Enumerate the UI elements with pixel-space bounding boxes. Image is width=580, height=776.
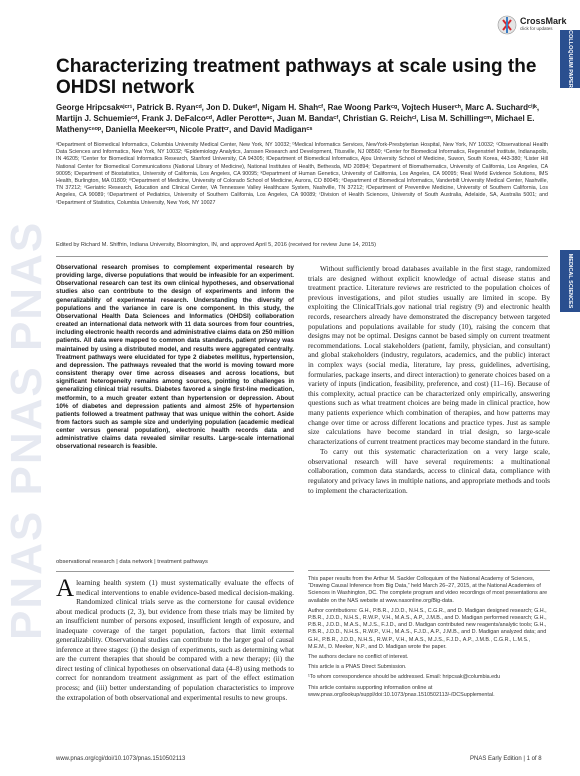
right-column-body [308,264,550,495]
intro-paragraph: learning health system (1) must systematically evaluate the effects of medical interventions to enable evidence-based medical decision-making. Randomized clinical trials serve as the cornerstone for causal evidence about medical products (2, 3), but evidence from these trials may be limited by an insufficient number of persons exposed, insufficient length of exposure, and inadequate coverage of the target population, factors that limit external generalizability. Observational studies can contribute to the larger goal of causal inference at three stages: (i) the design of experiments, such as determining what are the current therapies that should be compared with a new therapy; (ii) the direct testing of clinical hypotheses on observational data (4–8) using methods to correct for nonrandom treatment assignment as part of the effect estimation process; and (iii) better understanding of population characteristics to improve the extrapolation of both observational and experimental results to new groups. [56,578,294,702]
note-conflict: The authors declare no conflict of interest. [308,654,409,661]
keywords-divider [56,571,294,572]
edited-by-line: Edited by Richard M. Shiffrin, Indiana University, Bloomington, IN, and approved April 5, 2016 (received for review June 14, 2015) [56,242,377,248]
note-colloquium: This paper results from the Arthur M. Sackler Colloquium of the National Academy of Sciences, “Drawing Causal Inference from Big Data,” held March 26–27, 2015, at the National Academies of Sciences in Washington, DC. The complete program and video recordings of most presentations are available on the NAS website at www.nasonline.org/Big-data. [308,576,548,604]
body-paragraph-1: Without sufficiently broad databases available in the first stage, randomized trials are designed without explicit knowledge of actual disease status and treatment practice. Literature reviews are restricted to the population choices of previous investigations, and pilot studies usually are limited in scope. By exploiting the ClinicalTrials.gov national trial registry (9) and electronic health records, researchers already have demonstrated the discrepancy between targeted populations and populations available for study (10), raising the concern that designs may not be optimal. Designs cannot be based simply on current treatment recommendations. Local stakeholders (patient, family, physician, and consultant) and global stakeholders (industry, regulators, academics, and the public) interact in complex ways (social media, literature, lay press, guidelines, advertising, formularies, package inserts, and direct interaction) to generate choices based on a variety of inputs (indication, feasibility, preference, and cost) (11–16). Because of this complexity, actual practice can be characterized only empirically, answering questions such as what treatment choices are being made in clinical practice, how many patients experience which combination of therapies, and how patterns may change over time or across different locations and practice types. Just as sample size calculations have become standard in trial design, so large-scale characterizations of current treatment practices may become standard in the future. [308,264,550,446]
note-correspondence: ¹To whom correspondence should be addressed. Email: hripcsak@columbia.edu [308,674,501,681]
body-paragraph-2: To carry out this systematic characterization on a very large scale, observational research will have several requirements: a multinational collaboration, common data standards, access to clinical data, compliance with regulatory and privacy laws in multiple nations, and appropriate methods and tools to implement the characterization. [308,447,550,495]
introduction-text [56,575,294,702]
pnas-watermark: PNAS PNAS PNAS [2,220,51,640]
keywords: observational research | data network | treatment pathways [56,559,208,565]
colloquium-paper-tab: COLLOQUIUM PAPER [560,30,580,88]
note-supporting-info: This article contains supporting information online at www.pnas.org/lookup/suppl/doi:10.1073/pnas.1510502113/-/DCSupplemental. [308,684,495,698]
author-list: George Hripcsakᵃʲᶜʳ¹, Patrick B. Ryanᶜᵈ, Jon D. Dukeᵉᶠ, Nigam H. Shahᶜᶠ, Rae Woong Parkᶜᵍ, Vojtech Huserᶜʰ, Marc A. Suchardᶜⁱʲᵏ, Martijn J. Schuemieᶜᵈ, Frank J. DeFalcoᶜᵈ, Adler Perotteᵃᶜ, Juan M. Bandaᶜᶠ, Christian G. Reichᶜˡ, Lisa M. Schillingᶜᵐ, Michael E. Mathenyᶜⁿᵒᵖ, Daniella Meekerᶜᵖᵑ, Nicole Prattᶜʳ, and David Madiganᶜˢ [56,103,540,134]
drop-cap: A [56,575,75,602]
abstract: Observational research promises to complement experimental research by providing large, diverse populations that would be infeasible for an experiment. Observational research can test its own clinical hypotheses, and observational studies also can contribute to the design of experiments and inform the generalizability of experimental research. Understanding the diversity of populations and the variance in care is one component. In this study, the Observational Health Data Sciences and Informatics (OHDSI) collaboration created an international data network with 11 data sources from four countries, including electronic health records and administrative claims data on 250 million patients. All data were mapped to common data standards, patient privacy was maintained by using a distributed model, and results were aggregated centrally. Treatment pathways were elucidated for type 2 diabetes mellitus, hypertension, and depression. The pathways revealed that the world is moving toward more consistent therapy over time across diseases and across locations, but significant heterogeneity remains among sources, pointing to challenges in generalizing clinical trial results. Diabetes favored a single first-line medication, metformin, to a much greater extent than hypertension or depression. About 10% of diabetes and depression patients and almost 25% of hypertension patients followed a treatment pathway that was unique within the cohort. Aside from factors such as sample size and underlying population (academic medical center versus general population), electronic health records data and administrative claims data revealed similar results. Large-scale international observational research is feasible. [56,264,294,451]
footnotes [308,576,550,702]
note-author-contributions: Author contributions: G.H., P.B.R., J.D.D., N.H.S., C.G.R., and D. Madigan designed research; G.H., P.B.R., J.D.D., N.H.S., R.W.P., V.H., M.A.S., A.P., J.M.B., and D. Madigan performed research; G.H., P.B.R., J.D.D., M.A.S., M.J.S., F.J.D., and D. Madigan contributed new reagents/analytic tools; G.H., P.B.R., J.D.D., N.H.S., R.W.P., V.H., M.A.S., F.J.D., A.P., J.M.B., and D. Madigan analyzed data; and G.H., P.B.R., J.D.D., N.H.S., R.W.P., V.H., M.A.S., M.J.S., F.J.D., A.P., J.M.B., C.G.R., L.M.S., M.E.M., D. Meeker, N.P., and D. Madigan wrote the paper. [308,607,547,650]
medical-sciences-tab: MEDICAL SCIENCES [560,250,580,312]
doi-link[interactable]: www.pnas.org/cgi/doi/10.1073/pnas.1510502113 [56,756,186,762]
header-divider [56,256,548,257]
notes-divider [308,570,550,571]
article-title: Characterizing treatment pathways at scale using the OHDSI network [56,56,537,98]
crossmark-subtitle[interactable]: click for updates [520,26,553,31]
affiliations: ᵃDepartment of Biomedical Informatics, Columbia University Medical Center, New York, NY 10032; ᵇMedical Informatics Services, NewYork-Presbyterian Hospital, New York, NY 10032; ᶜObservational Health Data Sciences and Informatics, New York, NY 10032; ᵈEpidemiology Analytics, Janssen Research and Development, Titusville, NJ 08560; ᵉCenter for Biomedical Informatics, Regenstrief Institute, Indianapolis, IN 46205; ᶠCenter for Biomedical Informatics Research, Stanford University, CA 94305; ᵍDepartment of Biomedical Informatics, Ajou University School of Medicine, Suwon, South Korea, 443-380; ʰLister Hill National Center for Biomedical Communications (National Library of Medicine), National Institutes of Health, Bethesda, MD 20894; ⁱDepartment of Biomathematics, University of California, Los Angeles, CA 90095; ʲDepartment of Biostatistics, University of California, Los Angeles, CA 90095; ᵏDepartment of Human Genetics, University of California, Los Angeles, CA 90095; ˡReal World Evidence Solutions, IMS Health, Burlington, MA 01809; ᵐDepartment of Medicine, University of Colorado School of Medicine, Aurora, CO 80045; ⁿDepartment of Biomedical Informatics, Vanderbilt University Medical Center, Nashville, TN 37212; ᵒGeriatric Research, Education and Clinical Center, VA Tennessee Valley Healthcare System, Nashville, TN 37212; ᵖDepartment of Preventive Medicine, University of Southern California, Los Angeles, CA 90089; ᵑDepartment of Pediatrics, University of Southern California, Los Angeles, CA 90089; ʳDivision of Health Sciences, University of South Australia, Adelaide, SA, Australia 5001; and ˢDepartment of Statistics, Columbia University, New York, NY 10027 [56,142,548,206]
note-direct-submission: This article is a PNAS Direct Submission. [308,664,407,671]
crossmark-title[interactable]: CrossMark [520,16,567,26]
page-indicator: PNAS Early Edition | 1 of 8 [470,756,542,762]
